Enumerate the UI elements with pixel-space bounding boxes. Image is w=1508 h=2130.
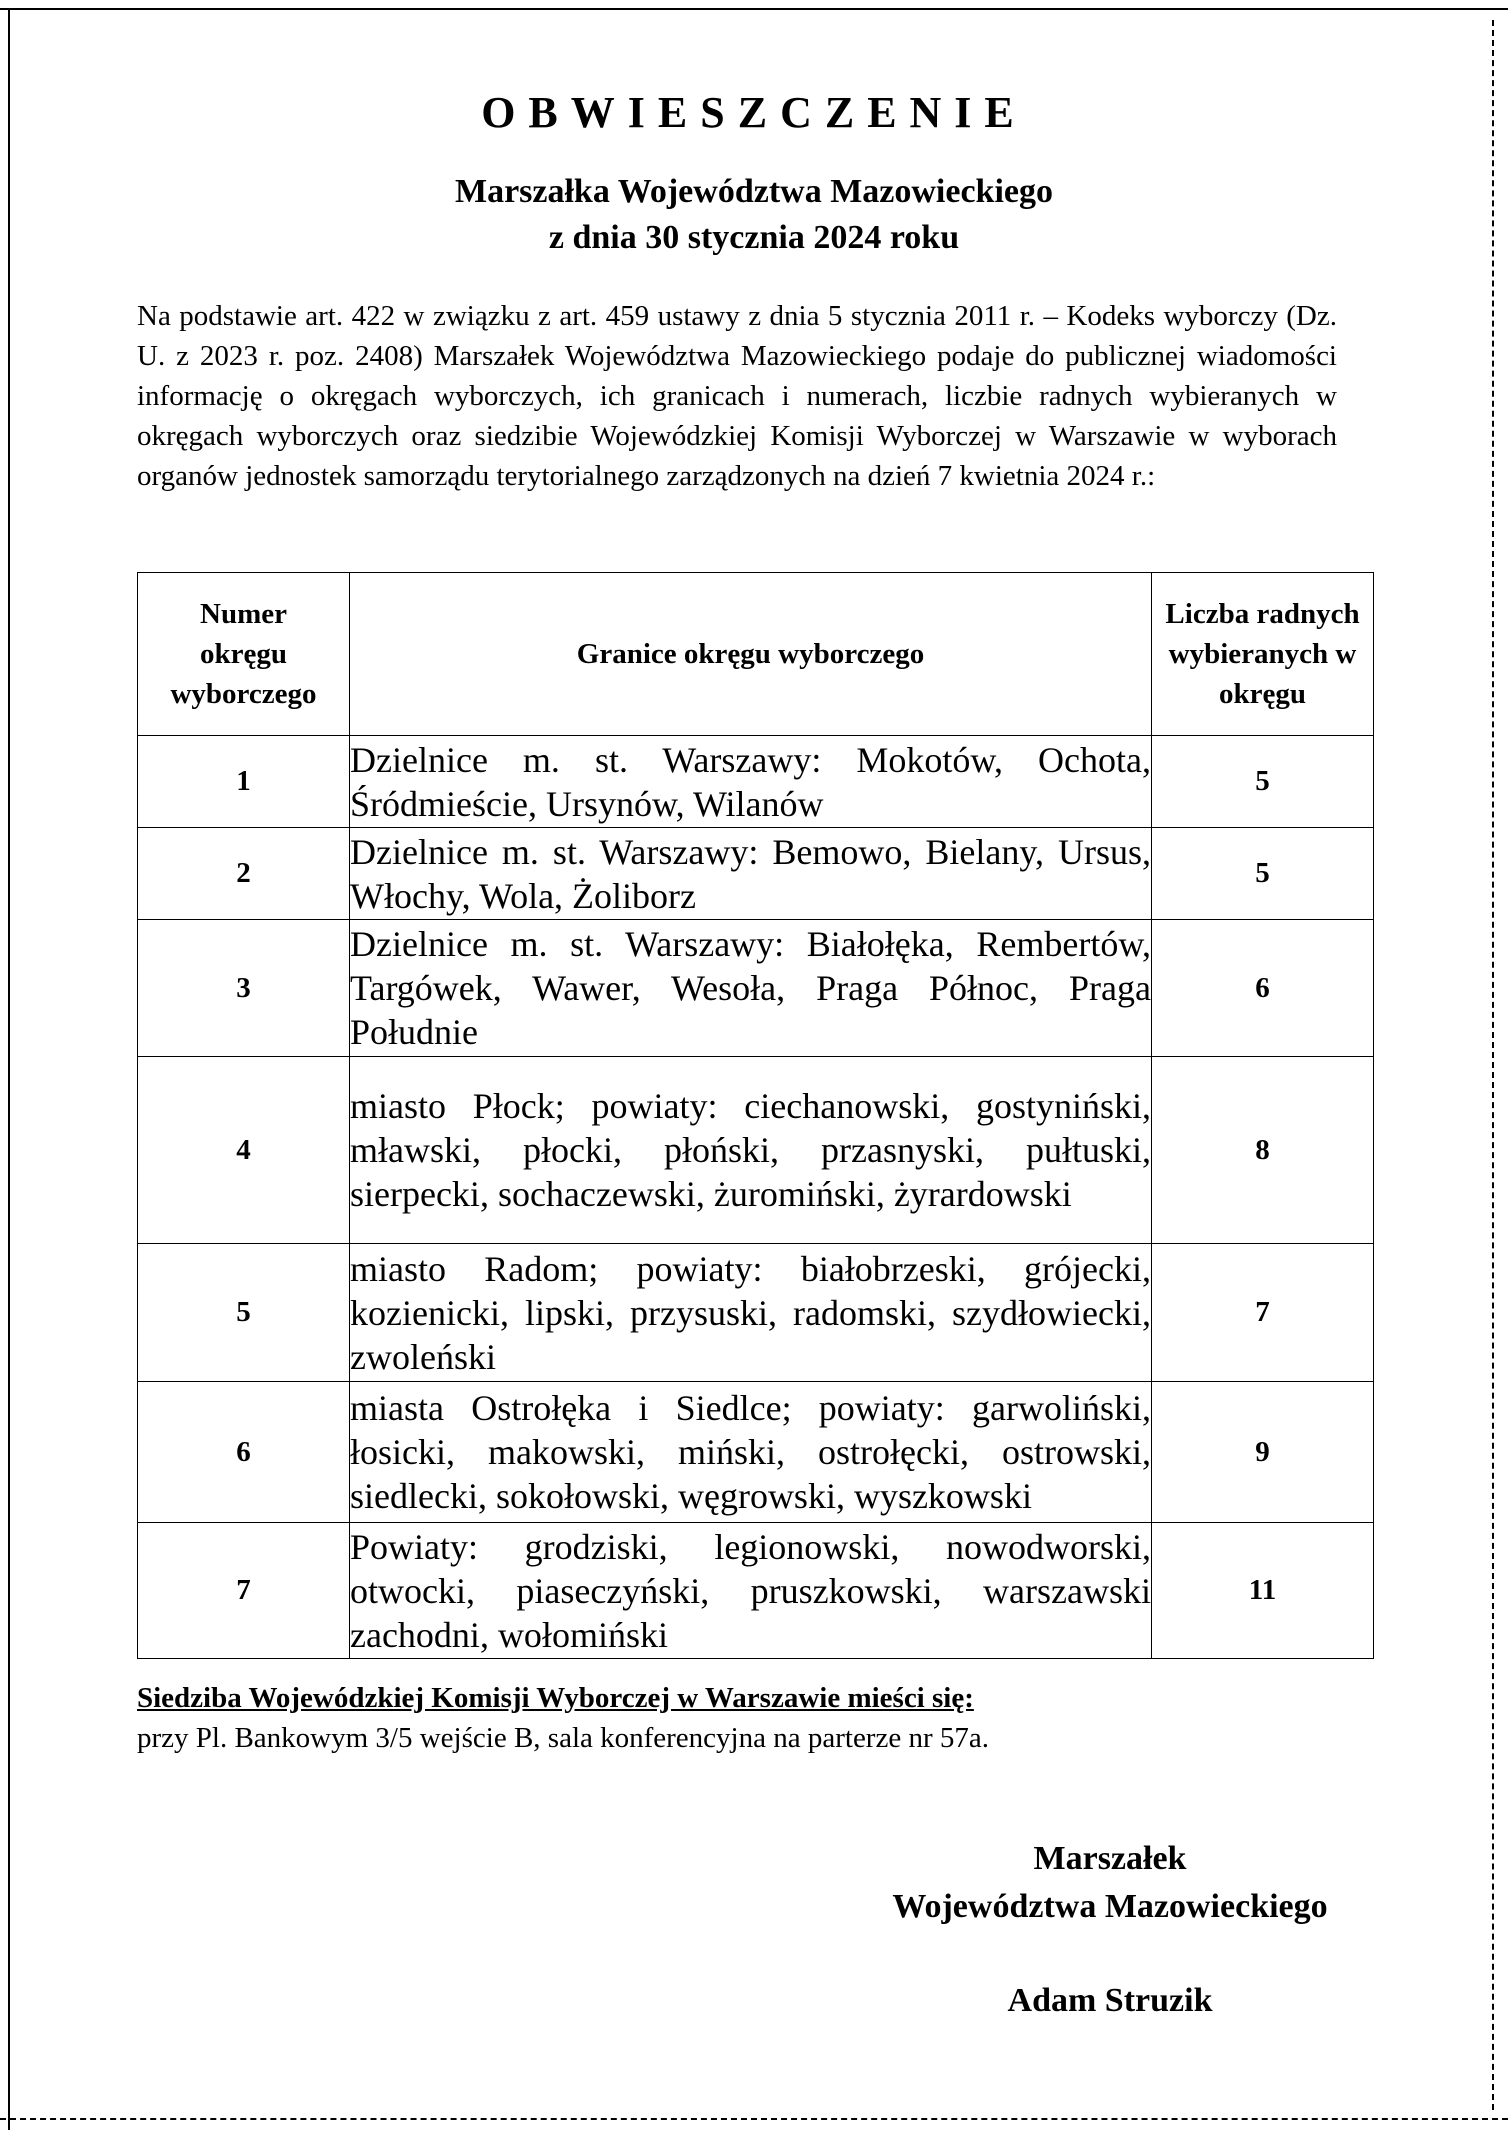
district-boundaries: miasta Ostrołęka i Siedlce; powiaty: garwoliński, łosicki, makowski, miński, ostrołęcki, ostrowski, siedlecki, sokołowski, węgrowski, wyszkowski <box>350 1382 1152 1523</box>
table-row <box>138 1382 1374 1523</box>
district-number: 3 <box>138 920 350 1057</box>
seat-count: 6 <box>1152 920 1374 1057</box>
district-number: 7 <box>138 1523 350 1659</box>
header-seat-count: Liczba radnych wybieranych w okręgu <box>1152 573 1374 736</box>
right-perforation-line <box>1492 20 1494 2110</box>
district-number: 6 <box>138 1382 350 1523</box>
header-district-number: Numer okręgu wyborczego <box>138 573 350 736</box>
table-row <box>138 1057 1374 1244</box>
intro-paragraph: Na podstawie art. 422 w związku z art. 459 ustawy z dnia 5 stycznia 2011 r. – Kodeks wyborczy (Dz. U. z 2023 r. poz. 2408) Marszałek Województwa Mazowieckiego podaje do publicznej wiadomości informację o okręgach wyborczych, ich granicach i numerach, liczbie radnych wybieranych w okręgach wyborczych oraz siedzibie Wojewódzkiej Komisji Wyborczej w Warszawie w wyborach organów jednostek samorządu terytorialnego zarządzonych na dzień 7 kwietnia 2024 r.: <box>137 300 1337 492</box>
seat-count: 8 <box>1152 1057 1374 1244</box>
signatory-office: Województwa Mazowieckiego <box>892 1888 1328 1925</box>
district-number: 4 <box>138 1057 350 1244</box>
electoral-districts-table <box>137 572 1374 1659</box>
table-row <box>138 736 1374 828</box>
district-boundaries: Dzielnice m. st. Warszawy: Bemowo, Bielany, Ursus, Włochy, Wola, Żoliborz <box>350 828 1152 920</box>
seat-count: 5 <box>1152 828 1374 920</box>
district-boundaries: Dzielnice m. st. Warszawy: Mokotów, Ochota, Śródmieście, Ursynów, Wilanów <box>350 736 1152 828</box>
district-number: 2 <box>138 828 350 920</box>
document-issuer: Marszałka Województwa Mazowieckiego <box>454 173 1054 210</box>
district-boundaries: Dzielnice m. st. Warszawy: Białołęka, Rembertów, Targówek, Wawer, Wesoła, Praga Północ, Praga Południe <box>350 920 1152 1057</box>
district-boundaries: Powiaty: grodziski, legionowski, nowodworski, otwocki, piaseczyński, pruszkowski, warszawski zachodni, wołomiński <box>350 1523 1152 1659</box>
seat-count: 11 <box>1152 1523 1374 1659</box>
seat-count: 7 <box>1152 1244 1374 1382</box>
seat-count: 9 <box>1152 1382 1374 1523</box>
table-row <box>138 1244 1374 1382</box>
table-row <box>138 828 1374 920</box>
left-border-line <box>8 8 10 2130</box>
district-boundaries: miasto Płock; powiaty: ciechanowski, gostyniński, mławski, płocki, płoński, przasnyski, pułtuski, sierpecki, sochaczewski, żuromiński, żyrardowski <box>350 1057 1152 1244</box>
signatory-name: Adam Struzik <box>1007 1982 1213 2019</box>
district-boundaries: miasto Radom; powiaty: białobrzeski, grójecki, kozienicki, lipski, przysuski, radomski, szydłowiecki, zwoleński <box>350 1244 1152 1382</box>
bottom-perforation-line <box>0 2118 1508 2120</box>
seat-count: 5 <box>1152 736 1374 828</box>
commission-seat-label: Siedziba Wojewódzkiej Komisji Wyborczej w Warszawie mieści się: <box>137 1682 974 1714</box>
document-date: z dnia 30 stycznia 2024 roku <box>548 219 960 256</box>
top-border-line <box>0 8 1508 10</box>
district-number: 5 <box>138 1244 350 1382</box>
document-title: OBWIESZCZENIE <box>481 88 1027 137</box>
table-header-row <box>138 573 1374 736</box>
header-district-boundaries: Granice okręgu wyborczego <box>350 573 1152 736</box>
commission-seat-address: przy Pl. Bankowym 3/5 wejście B, sala konferencyjna na parterze nr 57a. <box>137 1722 989 1754</box>
signatory-title: Marszałek <box>1033 1840 1187 1877</box>
table-row <box>138 920 1374 1057</box>
table-row <box>138 1523 1374 1659</box>
district-number: 1 <box>138 736 350 828</box>
